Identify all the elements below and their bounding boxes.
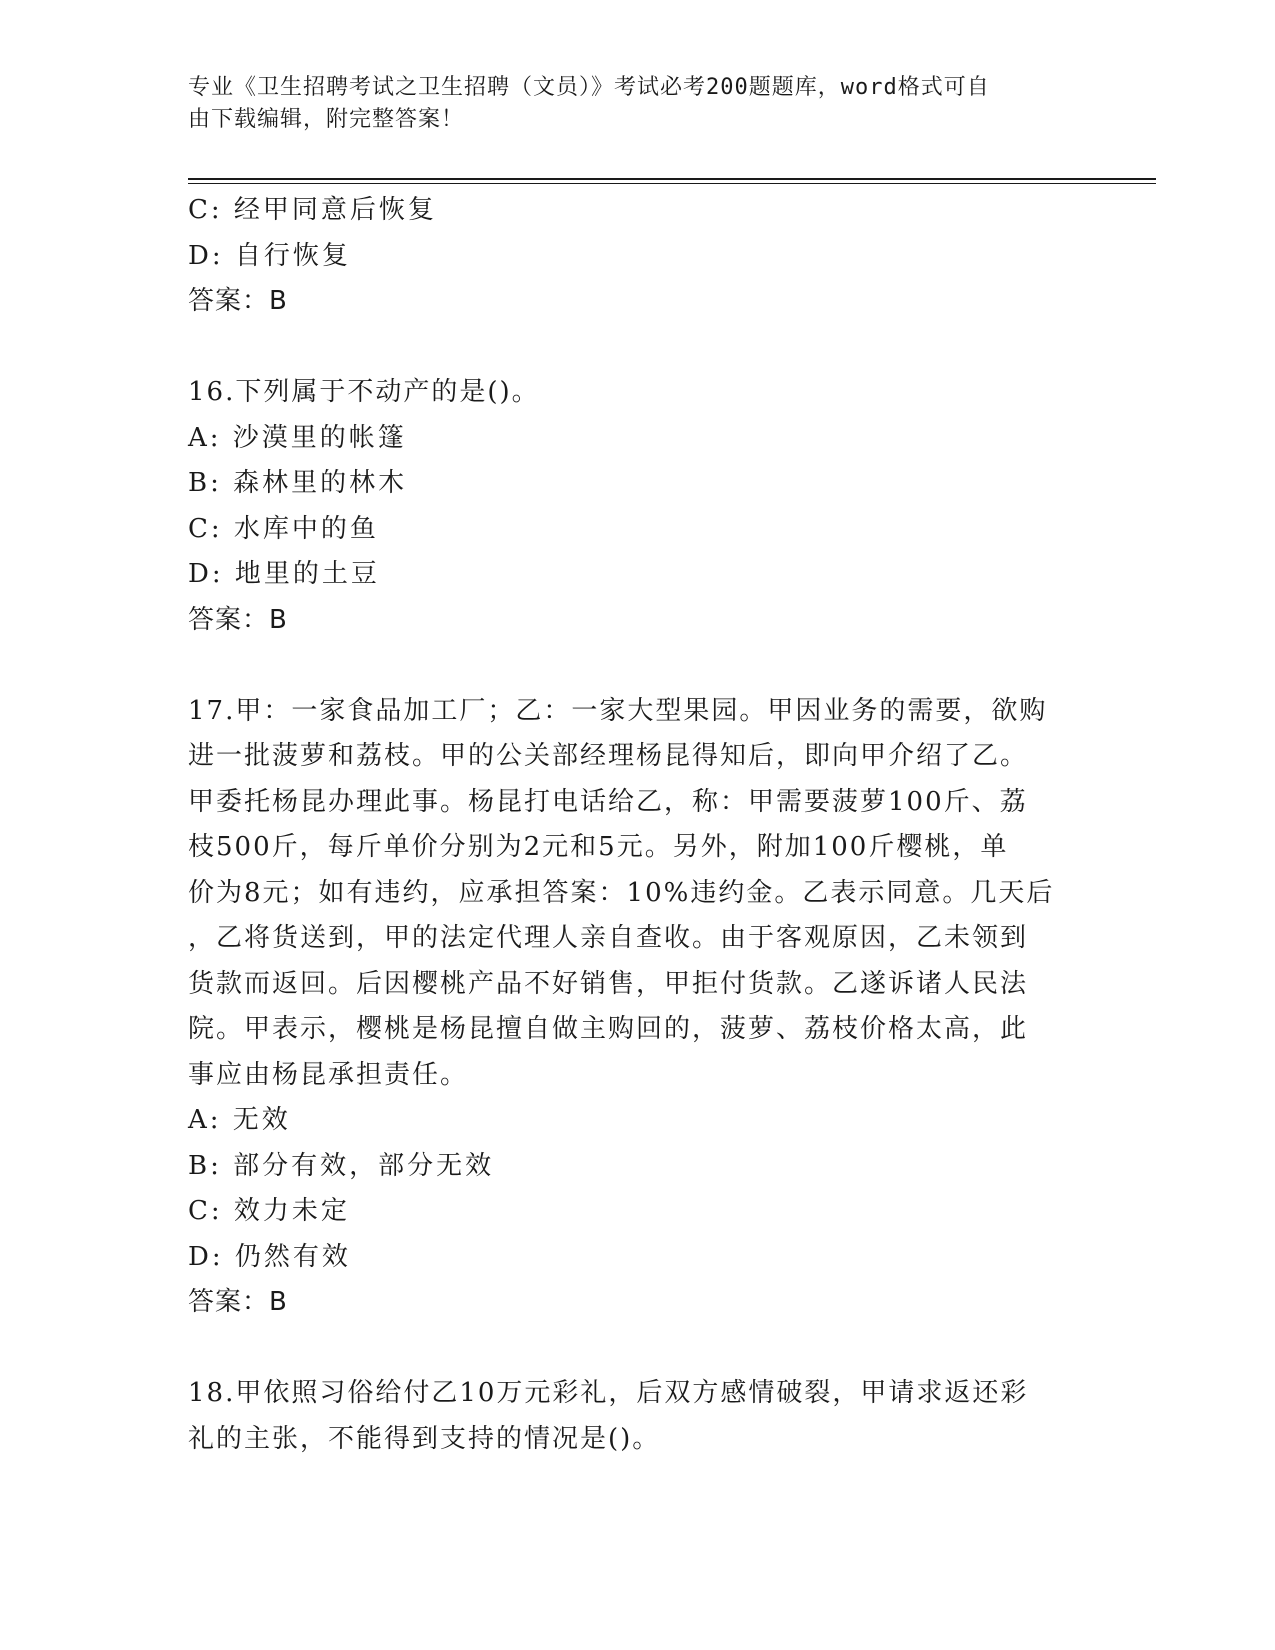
option-d: D: 仍然有效 (188, 1241, 351, 1272)
question-17-stem-line: 17.甲：一家食品加工厂；乙：一家大型果园。甲因业务的需要，欲购 (188, 695, 1048, 726)
answer-line: 答案：B (188, 286, 288, 316)
question-17-stem-line: 事应由杨昆承担责任。 (188, 1059, 469, 1090)
question-17-stem-line: 价为8元；如有违约，应承担答案：10%违约金。乙表示同意。几天后 (188, 877, 1055, 908)
option-a: A: 沙漠里的帐篷 (188, 422, 407, 453)
question-17-stem-line: ，乙将货送到，甲的法定代理人亲自查收。由于客观原因，乙未领到 (188, 923, 1029, 953)
answer-line: 答案：B (188, 1287, 288, 1317)
question-18-stem-line: 礼的主张，不能得到支持的情况是()。 (188, 1423, 661, 1454)
question-content (188, 188, 1088, 1462)
option-d: D: 地里的土豆 (188, 559, 380, 589)
header-line-2: 由下载编辑，附完整答案！ (188, 107, 465, 132)
spacer (188, 1326, 1088, 1372)
question-17-stem-line: 进一批菠萝和荔枝。甲的公关部经理杨昆得知后，即向甲介绍了乙。 (188, 741, 1029, 771)
option-c: C: 效力未定 (188, 1196, 350, 1226)
option-b: B: 部分有效，部分无效 (188, 1150, 495, 1181)
spacer (188, 643, 1088, 689)
prev-question-block (188, 188, 1088, 325)
question-18-block (188, 1371, 1088, 1462)
question-16-block (188, 370, 1088, 643)
question-17-stem-line: 院。甲表示，樱桃是杨昆擅自做主购回的，菠萝、荔枝价格太高，此 (188, 1014, 1029, 1044)
option-c: C: 水库中的鱼 (188, 513, 379, 544)
document-header (188, 72, 1068, 136)
option-b: B: 森林里的林木 (188, 468, 408, 498)
header-divider-thin (188, 183, 1156, 184)
question-17-block (188, 689, 1088, 1326)
option-c: C: 经甲同意后恢复 (188, 195, 437, 225)
option-a: A: 无效 (188, 1105, 291, 1135)
question-17-stem-line: 枝500斤，每斤单价分别为2元和5元。另外，附加100斤樱桃，单 (188, 832, 1009, 862)
question-17-stem-line: 货款而返回。后因樱桃产品不好销售，甲拒付货款。乙遂诉诸人民法 (188, 968, 1029, 999)
header-divider-thick (188, 178, 1156, 180)
answer-line: 答案：B (188, 604, 288, 635)
question-18-stem-line: 18.甲依照习俗给付乙10万元彩礼，后双方感情破裂，甲请求返还彩 (188, 1378, 1029, 1408)
question-16-stem: 16.下列属于不动产的是()。 (188, 377, 540, 407)
spacer (188, 325, 1088, 371)
header-line-1: 专业《卫生招聘考试之卫生招聘（文员）》考试必考200题题库，word格式可自 (188, 75, 990, 100)
option-d: D: 自行恢复 (188, 240, 351, 271)
question-17-stem-line: 甲委托杨昆办理此事。杨昆打电话给乙，称：甲需要菠萝100斤、荔 (188, 786, 1028, 817)
